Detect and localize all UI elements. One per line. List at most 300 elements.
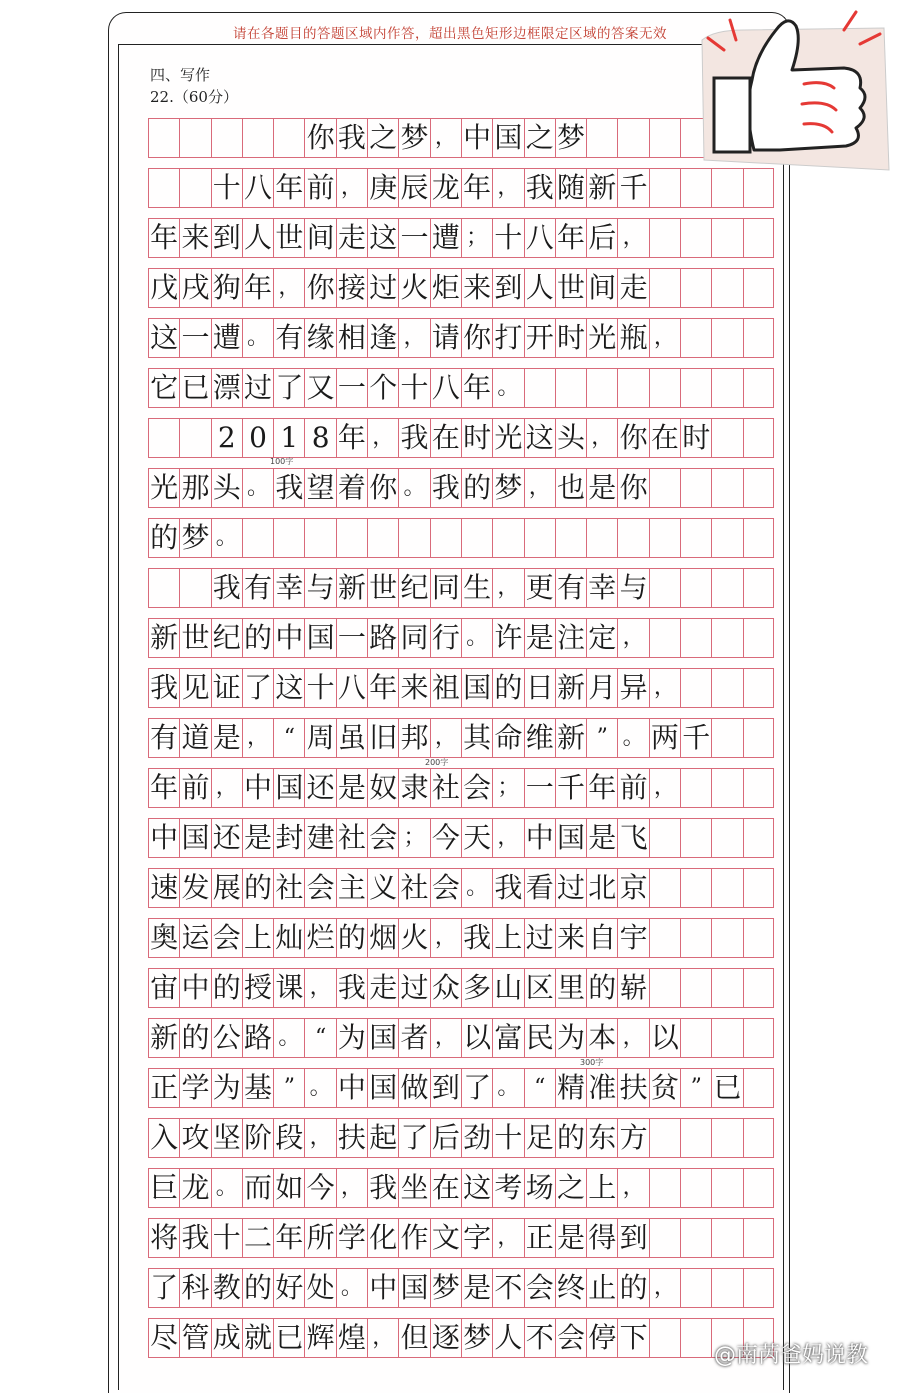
grid-cell <box>430 518 461 558</box>
grid-cell <box>711 668 742 708</box>
grid-cell: 之 <box>367 118 398 158</box>
grid-cell <box>649 518 680 558</box>
grid-cell: 北 <box>586 868 617 908</box>
grid-cell <box>680 468 711 508</box>
grid-cell: 生 <box>461 568 492 608</box>
grid-cell: 之 <box>524 118 555 158</box>
grid-cell: 会 <box>524 1268 555 1308</box>
grid-cell: 做 <box>398 1068 429 1108</box>
grid-row <box>148 818 774 858</box>
grid-cell <box>649 868 680 908</box>
grid-cell: 过 <box>524 918 555 958</box>
grid-cell: 国 <box>398 1268 429 1308</box>
grid-cell: 社 <box>273 868 304 908</box>
grid-cell <box>680 1018 711 1058</box>
grid-cell: 龙 <box>430 168 461 208</box>
grid-cell: 有 <box>273 318 304 358</box>
grid-cell: 的 <box>555 1118 586 1158</box>
section-title: 四、写作 <box>150 66 211 84</box>
grid-cell: 幸 <box>586 568 617 608</box>
grid-cell <box>743 818 774 858</box>
grid-cell: 新 <box>555 718 586 758</box>
grid-cell: 八 <box>336 668 367 708</box>
grid-cell: 字 <box>461 1218 492 1258</box>
grid-cell <box>680 268 711 308</box>
grid-cell: 本 <box>586 1018 617 1058</box>
grid-cell: 年 <box>273 1218 304 1258</box>
grid-cell: 。 <box>492 1068 523 1108</box>
grid-cell: 天 <box>461 818 492 858</box>
grid-cell: “ <box>273 718 304 758</box>
grid-cell: 更 <box>524 568 555 608</box>
grid-cell: 周 <box>304 718 335 758</box>
grid-cell: ， <box>430 118 461 158</box>
grid-cell: 我 <box>492 868 523 908</box>
grid-cell <box>743 418 774 458</box>
grid-cell <box>711 518 742 558</box>
grid-cell <box>711 368 742 408</box>
grid-cell: 灿 <box>273 918 304 958</box>
grid-cell: 众 <box>430 968 461 1008</box>
grid-cell <box>680 1118 711 1158</box>
grid-cell: 来 <box>179 218 210 258</box>
grid-cell <box>711 1168 742 1208</box>
grid-cell: 中 <box>524 818 555 858</box>
grid-cell: 异 <box>617 668 648 708</box>
grid-row <box>148 668 774 708</box>
grid-cell <box>649 968 680 1008</box>
grid-cell: 会 <box>555 1318 586 1358</box>
grid-cell: 道 <box>179 718 210 758</box>
grid-cell <box>743 368 774 408</box>
grid-cell: 奴 <box>367 768 398 808</box>
grid-row <box>148 1168 774 1208</box>
grid-cell: 劲 <box>461 1118 492 1158</box>
grid-cell: 时 <box>680 418 711 458</box>
grid-cell: 火 <box>398 268 429 308</box>
grid-cell: 戊 <box>148 268 179 308</box>
grid-cell: 的 <box>242 868 273 908</box>
grid-cell: 光 <box>492 418 523 458</box>
grid-cell: 会 <box>304 868 335 908</box>
grid-cell: 宙 <box>148 968 179 1008</box>
grid-cell: 国 <box>492 118 523 158</box>
grid-cell: 得 <box>586 1218 617 1258</box>
grid-cell: 将 <box>148 1218 179 1258</box>
grid-cell: 你 <box>461 318 492 358</box>
grid-cell: 两 <box>649 718 680 758</box>
grid-cell <box>148 568 179 608</box>
grid-cell <box>743 268 774 308</box>
grid-cell: 纪 <box>398 568 429 608</box>
grid-cell: 。 <box>242 468 273 508</box>
grid-cell: 幸 <box>273 568 304 608</box>
grid-cell: ， <box>649 318 680 358</box>
grid-cell <box>711 618 742 658</box>
grid-cell: ， <box>211 768 242 808</box>
grid-cell: 社 <box>398 868 429 908</box>
grid-cell: 中 <box>242 768 273 808</box>
grid-cell: 这 <box>461 1168 492 1208</box>
grid-cell: 国 <box>273 768 304 808</box>
grid-cell: 有 <box>555 568 586 608</box>
grid-cell <box>179 118 210 158</box>
grid-cell <box>492 518 523 558</box>
grid-cell: 八 <box>524 218 555 258</box>
grid-cell: 遭 <box>211 318 242 358</box>
grid-cell: 。 <box>617 718 648 758</box>
grid-cell: 停 <box>586 1318 617 1358</box>
grid-cell <box>367 518 398 558</box>
grid-cell: 梦 <box>555 118 586 158</box>
grid-cell: 十 <box>304 668 335 708</box>
grid-cell <box>242 518 273 558</box>
grid-cell: ， <box>617 1168 648 1208</box>
grid-cell <box>711 818 742 858</box>
grid-cell: 年 <box>367 668 398 708</box>
grid-cell: 它 <box>148 368 179 408</box>
grid-cell: 的 <box>586 968 617 1008</box>
grid-cell: 八 <box>430 368 461 408</box>
grid-cell: 年 <box>148 218 179 258</box>
grid-cell: 见 <box>179 668 210 708</box>
grid-cell: 庚 <box>367 168 398 208</box>
grid-cell: 年 <box>242 268 273 308</box>
grid-cell: 奥 <box>148 918 179 958</box>
grid-cell: 逢 <box>367 318 398 358</box>
grid-cell: 精 <box>555 1068 586 1108</box>
grid-row <box>148 268 774 308</box>
grid-cell: 一 <box>398 218 429 258</box>
grid-row <box>148 168 774 208</box>
grid-cell: ； <box>398 818 429 858</box>
grid-cell: 同 <box>430 568 461 608</box>
grid-cell <box>743 1068 774 1108</box>
grid-cell: 了 <box>461 1068 492 1108</box>
grid-cell: 年 <box>273 168 304 208</box>
grid-cell: 了 <box>148 1268 179 1308</box>
grid-cell <box>649 168 680 208</box>
grid-cell: 接 <box>336 268 367 308</box>
grid-cell: 个 <box>367 368 398 408</box>
grid-cell: 我 <box>367 1168 398 1208</box>
grid-cell: 祖 <box>430 668 461 708</box>
grid-cell: 打 <box>492 318 523 358</box>
grid-cell: 路 <box>367 618 398 658</box>
grid-cell: 了 <box>398 1118 429 1158</box>
grid-cell <box>649 118 680 158</box>
grid-cell: 授 <box>242 968 273 1008</box>
grid-cell: 成 <box>211 1318 242 1358</box>
grid-cell: 旧 <box>367 718 398 758</box>
grid-cell: 定 <box>586 618 617 658</box>
grid-cell <box>711 218 742 258</box>
grid-row <box>148 1068 774 1108</box>
grid-cell: 世 <box>273 218 304 258</box>
grid-cell <box>586 518 617 558</box>
grid-cell: 为 <box>336 1018 367 1058</box>
grid-cell: 时 <box>461 418 492 458</box>
grid-cell: 以 <box>649 1018 680 1058</box>
grid-row <box>148 768 774 808</box>
grid-cell <box>148 168 179 208</box>
grid-cell: ， <box>304 968 335 1008</box>
grid-cell: 新 <box>336 568 367 608</box>
grid-cell: 邦 <box>398 718 429 758</box>
grid-cell <box>617 368 648 408</box>
grid-cell: 一 <box>524 768 555 808</box>
grid-cell <box>649 1118 680 1158</box>
grid-cell: 相 <box>336 318 367 358</box>
grid-cell: 坐 <box>398 1168 429 1208</box>
grid-cell: ， <box>649 768 680 808</box>
grid-cell: 头 <box>555 418 586 458</box>
grid-cell: 社 <box>430 768 461 808</box>
grid-cell: 正 <box>148 1068 179 1108</box>
grid-cell: 后 <box>430 1118 461 1158</box>
grid-row <box>148 618 774 658</box>
answer-notice: 请在各题目的答题区域内作答，超出黑色矩形边框限定区域的答案无效 <box>233 26 667 42</box>
grid-cell: 有 <box>242 568 273 608</box>
grid-cell: 人 <box>242 218 273 258</box>
grid-cell <box>555 368 586 408</box>
grid-cell: 封 <box>273 818 304 858</box>
grid-cell: 缘 <box>304 318 335 358</box>
grid-cell: 尽 <box>148 1318 179 1358</box>
grid-cell: 是 <box>586 468 617 508</box>
grid-cell: 你 <box>617 418 648 458</box>
grid-cell: 同 <box>398 618 429 658</box>
grid-cell: 过 <box>242 368 273 408</box>
grid-cell <box>743 1018 774 1058</box>
grid-cell: 证 <box>211 668 242 708</box>
grid-cell: 我 <box>398 418 429 458</box>
grid-cell: 维 <box>524 718 555 758</box>
watermark: @南芮爸妈说教 <box>714 1343 869 1368</box>
grid-cell: 一 <box>336 618 367 658</box>
grid-cell: 宇 <box>617 918 648 958</box>
grid-cell: 是 <box>586 818 617 858</box>
grid-cell: ； <box>492 768 523 808</box>
grid-cell: 富 <box>492 1018 523 1058</box>
grid-cell <box>211 118 242 158</box>
grid-cell: 我 <box>273 468 304 508</box>
grid-cell: 准 <box>586 1068 617 1108</box>
grid-row <box>148 418 774 458</box>
grid-cell <box>336 518 367 558</box>
grid-cell: 学 <box>179 1068 210 1108</box>
grid-cell: 新 <box>148 618 179 658</box>
grid-cell: 段 <box>273 1118 304 1158</box>
grid-cell: 八 <box>242 168 273 208</box>
grid-cell <box>304 518 335 558</box>
grid-cell: 扶 <box>336 1118 367 1158</box>
grid-cell: 化 <box>367 1218 398 1258</box>
grid-cell: 已 <box>711 1068 742 1108</box>
grid-cell <box>743 1168 774 1208</box>
grid-cell: 隶 <box>398 768 429 808</box>
grid-cell: 场 <box>524 1168 555 1208</box>
grid-cell: 不 <box>492 1268 523 1308</box>
grid-cell: 年 <box>148 768 179 808</box>
grid-cell: 是 <box>461 1268 492 1308</box>
grid-cell: 民 <box>524 1018 555 1058</box>
grid-cell <box>711 1218 742 1258</box>
grid-cell: 前 <box>179 768 210 808</box>
grid-cell: 文 <box>430 1218 461 1258</box>
grid-cell: 学 <box>336 1218 367 1258</box>
grid-cell: 自 <box>586 918 617 958</box>
grid-cell: 。 <box>398 468 429 508</box>
grid-cell: 上 <box>492 918 523 958</box>
grid-cell <box>711 1018 742 1058</box>
grid-cell: 来 <box>398 668 429 708</box>
grid-cell <box>680 868 711 908</box>
grid-cell: 作 <box>398 1218 429 1258</box>
grid-cell <box>649 818 680 858</box>
grid-cell <box>711 718 742 758</box>
grid-cell: 我 <box>211 568 242 608</box>
grid-cell: 了 <box>242 668 273 708</box>
grid-cell <box>711 868 742 908</box>
grid-cell <box>711 1268 742 1308</box>
grid-cell: ， <box>367 1318 398 1358</box>
grid-row <box>148 1218 774 1258</box>
grid-cell <box>148 118 179 158</box>
grid-cell: 者 <box>398 1018 429 1058</box>
grid-cell: 区 <box>524 968 555 1008</box>
grid-cell: 是 <box>242 818 273 858</box>
grid-cell: 科 <box>179 1268 210 1308</box>
grid-cell <box>649 268 680 308</box>
grid-cell: 但 <box>398 1318 429 1358</box>
grid-cell: 东 <box>586 1118 617 1158</box>
grid-cell: 管 <box>179 1318 210 1358</box>
grid-cell <box>680 1268 711 1308</box>
grid-cell: 你 <box>367 468 398 508</box>
grid-cell: 国 <box>179 818 210 858</box>
grid-cell: 千 <box>680 718 711 758</box>
grid-cell <box>743 568 774 608</box>
grid-cell: 2 <box>211 418 242 458</box>
grid-cell: 后 <box>586 218 617 258</box>
grid-cell: 如 <box>273 1168 304 1208</box>
grid-cell <box>273 518 304 558</box>
grid-cell: 正 <box>524 1218 555 1258</box>
grid-row <box>148 118 774 158</box>
grid-cell <box>711 468 742 508</box>
grid-cell: 中 <box>367 1268 398 1308</box>
grid-cell: 有 <box>148 718 179 758</box>
grid-cell: 龙 <box>179 1168 210 1208</box>
grid-cell: 的 <box>336 918 367 958</box>
grid-cell: 建 <box>304 818 335 858</box>
grid-cell: 过 <box>367 268 398 308</box>
grid-row <box>148 518 774 558</box>
grid-cell: 国 <box>367 1018 398 1058</box>
grid-cell: ， <box>586 418 617 458</box>
grid-cell <box>586 368 617 408</box>
grid-cell: “ <box>304 1018 335 1058</box>
grid-cell: 许 <box>492 618 523 658</box>
grid-cell: 光 <box>148 468 179 508</box>
grid-cell <box>649 1168 680 1208</box>
grid-cell: 中 <box>461 118 492 158</box>
grid-cell <box>680 968 711 1008</box>
grid-cell: 会 <box>430 868 461 908</box>
grid-cell: 是 <box>211 718 242 758</box>
grid-cell: 梦 <box>461 1318 492 1358</box>
grid-cell <box>743 1218 774 1258</box>
grid-cell: 炬 <box>430 268 461 308</box>
grid-cell: 是 <box>524 618 555 658</box>
grid-cell: 世 <box>179 618 210 658</box>
grid-cell: 义 <box>367 868 398 908</box>
grid-cell: ， <box>336 1168 367 1208</box>
grid-cell: “ <box>524 1068 555 1108</box>
grid-cell: 足 <box>524 1118 555 1158</box>
left-margin <box>0 0 108 1386</box>
grid-cell: 为 <box>555 1018 586 1058</box>
grid-cell <box>179 568 210 608</box>
grid-cell <box>179 168 210 208</box>
grid-cell: 与 <box>617 568 648 608</box>
grid-cell <box>617 118 648 158</box>
grid-cell: 前 <box>304 168 335 208</box>
grid-cell: 巨 <box>148 1168 179 1208</box>
grid-cell: ， <box>617 618 648 658</box>
grid-cell: 考 <box>492 1168 523 1208</box>
grid-cell <box>680 1218 711 1258</box>
grid-cell: 攻 <box>179 1118 210 1158</box>
grid-cell: 里 <box>555 968 586 1008</box>
grid-cell: 逐 <box>430 1318 461 1358</box>
grid-cell: 十 <box>398 368 429 408</box>
grid-cell: 我 <box>336 118 367 158</box>
grid-cell: 国 <box>461 668 492 708</box>
grid-cell <box>743 918 774 958</box>
grid-cell: 今 <box>304 1168 335 1208</box>
grid-cell: 这 <box>524 418 555 458</box>
grid-cell: 终 <box>555 1268 586 1308</box>
grid-row <box>148 368 774 408</box>
grid-cell: ， <box>273 268 304 308</box>
grid-cell: 在 <box>430 418 461 458</box>
grid-cell: 间 <box>304 218 335 258</box>
grid-row <box>148 718 774 758</box>
grid-cell <box>711 568 742 608</box>
grid-cell <box>711 918 742 958</box>
grid-cell: 速 <box>148 868 179 908</box>
grid-cell: 。 <box>304 1068 335 1108</box>
grid-cell: 上 <box>586 1168 617 1208</box>
grid-cell: 运 <box>179 918 210 958</box>
grid-cell: 。 <box>492 368 523 408</box>
grid-cell: 又 <box>304 368 335 408</box>
grid-cell <box>524 368 555 408</box>
grid-cell: 就 <box>242 1318 273 1358</box>
grid-cell <box>743 968 774 1008</box>
grid-cell: 注 <box>555 618 586 658</box>
grid-cell <box>680 818 711 858</box>
grid-cell <box>743 218 774 258</box>
grid-cell: 0 <box>242 418 273 458</box>
grid-row <box>148 318 774 358</box>
grid-cell: 千 <box>555 768 586 808</box>
grid-cell <box>649 568 680 608</box>
grid-cell <box>617 518 648 558</box>
grid-cell: ， <box>649 668 680 708</box>
